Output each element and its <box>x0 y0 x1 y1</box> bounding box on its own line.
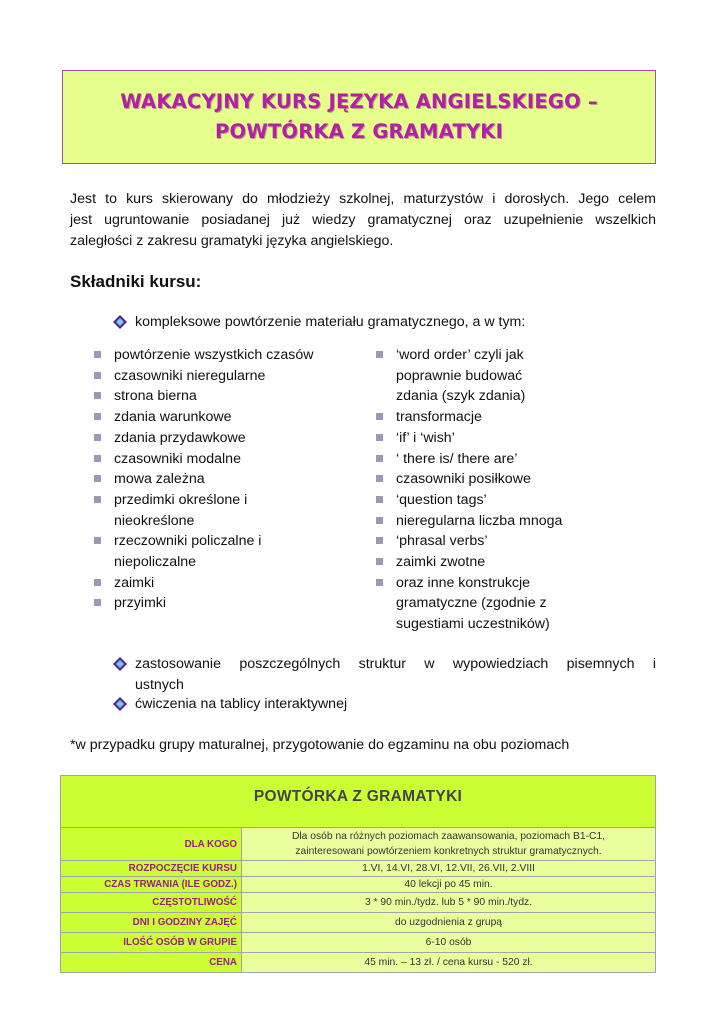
list-item: przyimki <box>94 593 359 614</box>
list-item: mowa zależna <box>94 469 359 490</box>
title-line-1: WAKACYJNY KURS JĘZYKA ANGIELSKIEGO – <box>120 90 598 113</box>
list-item: ‘if’ i ‘wish’ <box>376 428 591 449</box>
list-item: zdania warunkowe <box>94 407 359 428</box>
square-bullet-icon <box>94 496 101 503</box>
square-bullet-icon <box>376 434 383 441</box>
square-bullet-icon <box>376 496 383 503</box>
list-item: czasowniki nieregularne <box>94 366 359 387</box>
point-application <box>114 654 656 696</box>
list-item: strona bierna <box>94 386 359 407</box>
list-item: oraz inne konstrukcje gramatyczne (zgodnie z sugestiami uczestników) <box>376 573 586 635</box>
list-item: zaimki <box>94 573 359 594</box>
square-bullet-icon <box>376 579 383 586</box>
table-row <box>61 913 656 933</box>
square-bullet-icon <box>94 579 101 586</box>
intro-line: zaległości z zakresu gramatyki języka angielskiego. <box>70 233 394 249</box>
main-point-text: kompleksowe powtórzenie materiału gramatycznego, a w tym: <box>135 314 526 330</box>
square-bullet-icon <box>376 351 383 358</box>
square-bullet-icon <box>94 455 101 462</box>
list-item: nieregularna liczba mnoga <box>376 511 591 532</box>
list-item: zdania przydawkowe <box>94 428 359 449</box>
point-application-line: zastosowanie poszczególnych struktur w wypowiedziach pisemnych i <box>135 656 656 672</box>
table-header: POWTÓRKA Z GRAMATYKI <box>61 776 656 828</box>
list-item: zaimki zwotne <box>376 552 591 573</box>
square-bullet-icon <box>376 475 383 482</box>
table-row <box>61 953 656 973</box>
row-value: 1.VI, 14.VI, 28.VI, 12.VII, 26.VII, 2.VIII <box>242 861 656 877</box>
course-info-table <box>60 775 656 973</box>
left-topic-list <box>94 345 359 614</box>
row-label: ROZPOCZĘCIE KURSU <box>61 861 242 877</box>
row-label: DLA KOGO <box>61 828 242 861</box>
row-label: DNI I GODZINY ZAJĘĆ <box>61 913 242 933</box>
list-item: ‘ there is/ there are’ <box>376 449 591 470</box>
square-bullet-icon <box>94 434 101 441</box>
square-bullet-icon <box>376 558 383 565</box>
list-item: przedimki określone i nieokreślone <box>94 490 274 531</box>
row-value: Dla osób na różnych poziomach zaawansowania, poziomach B1-C1, zainteresowani powtórzeniem konkretnych struktur gramatycznych. <box>242 828 656 861</box>
components-heading: Składniki kursu: <box>70 272 202 291</box>
intro-paragraph <box>70 189 656 252</box>
right-topic-list <box>376 345 591 635</box>
title-box <box>62 70 656 164</box>
table-row <box>61 933 656 953</box>
exam-note: *w przypadku grupy maturalnej, przygotowanie do egzaminu na obu poziomach <box>70 737 570 753</box>
diamond-bullet-icon <box>113 657 127 671</box>
table-row <box>61 828 656 861</box>
row-label: CZĘSTOTLIWOŚĆ <box>61 893 242 913</box>
row-label: CZAS TRWANIA (ILE GODZ.) <box>61 877 242 893</box>
point-whiteboard <box>114 694 347 715</box>
main-point <box>114 312 525 333</box>
square-bullet-icon <box>94 351 101 358</box>
square-bullet-icon <box>94 537 101 544</box>
row-value: 3 * 90 min./tydz. lub 5 * 90 min./tydz. <box>242 893 656 913</box>
square-bullet-icon <box>94 372 101 379</box>
list-item: czasowniki modalne <box>94 449 359 470</box>
list-item: ‘question tags’ <box>376 490 591 511</box>
title-line-2: POWTÓRKA Z GRAMATYKI <box>214 120 504 143</box>
intro-line: Jest to kurs skierowany do młodzieży szkolnej, maturzystów i dorosłych. Jego celem <box>70 191 656 207</box>
table-header-row <box>61 776 656 828</box>
point-whiteboard-text: ćwiczenia na tablicy interaktywnej <box>135 696 348 712</box>
list-item: powtórzenie wszystkich czasów <box>94 345 359 366</box>
point-application-line: ustnych <box>135 677 184 693</box>
table-row <box>61 877 656 893</box>
square-bullet-icon <box>376 413 383 420</box>
diamond-bullet-icon <box>113 697 127 711</box>
row-label: ILOŚĆ OSÓB W GRUPIE <box>61 933 242 953</box>
table-row <box>61 861 656 877</box>
square-bullet-icon <box>376 455 383 462</box>
intro-line: jest ugruntowanie posiadanej już wiedzy gramatycznej oraz uzupełnienie wszelkich <box>70 212 656 228</box>
list-item: ‘phrasal verbs’ <box>376 531 591 552</box>
row-value: 45 min. – 13 zł. / cena kursu - 520 zł. <box>242 953 656 973</box>
square-bullet-icon <box>376 537 383 544</box>
square-bullet-icon <box>94 599 101 606</box>
square-bullet-icon <box>94 475 101 482</box>
row-value: do uzgodnienia z grupą <box>242 913 656 933</box>
list-item: transformacje <box>376 407 591 428</box>
diamond-bullet-icon <box>113 315 127 329</box>
table-row <box>61 893 656 913</box>
list-item: rzeczowniki policzalne i niepoliczalne <box>94 531 299 572</box>
list-item: ‘word order’ czyli jak poprawnie budować zdania (szyk zdania) <box>376 345 554 407</box>
list-item: czasowniki posiłkowe <box>376 469 591 490</box>
row-value: 6-10 osób <box>242 933 656 953</box>
square-bullet-icon <box>94 392 101 399</box>
row-label: CENA <box>61 953 242 973</box>
square-bullet-icon <box>94 413 101 420</box>
square-bullet-icon <box>376 517 383 524</box>
row-value: 40 lekcji po 45 min. <box>242 877 656 893</box>
